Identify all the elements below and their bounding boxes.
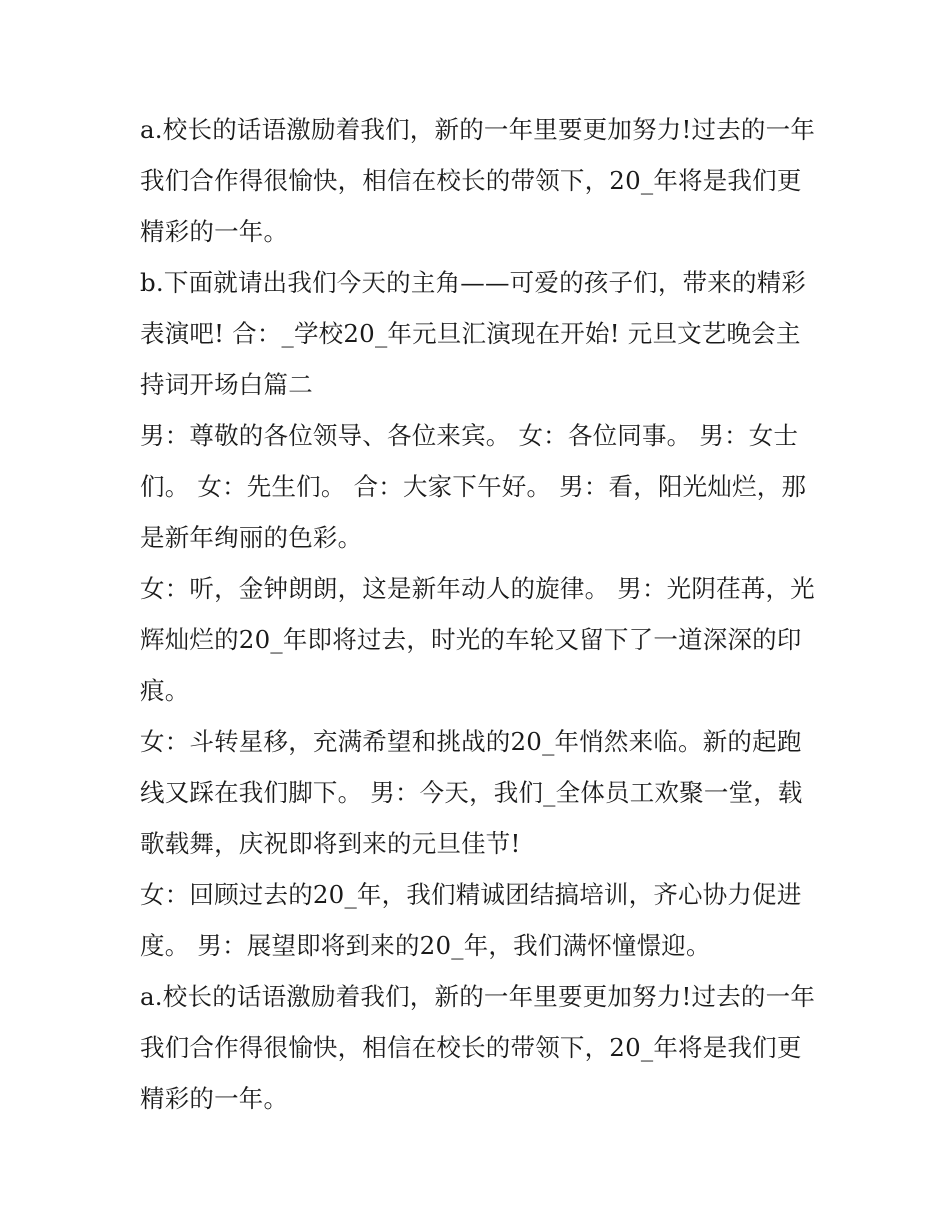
document-body (140, 104, 820, 1124)
paragraph-5: 女：斗转星移，充满希望和挑战的20_年悄然来临。新的起跑线又踩在我们脚下。 男：今天，我们_全体员工欢聚一堂，载歌载舞，庆祝即将到来的元旦佳节! (140, 727, 803, 858)
paragraph-4: 女：听，金钟朗朗，这是新年动人的旋律。 男：光阴荏苒，光辉灿烂的20_年即将过去，时光的车轮又留下了一道深深的印痕。 (140, 574, 815, 705)
paragraph-1: a.校长的话语激励着我们，新的一年里要更加努力!过去的一年我们合作得很愉快，相信在校长的带领下，20_年将是我们更精彩的一年。 (140, 115, 816, 246)
paragraph-7: a.校长的话语激励着我们，新的一年里要更加努力!过去的一年我们合作得很愉快，相信在校长的带领下，20_年将是我们更精彩的一年。 (140, 982, 816, 1113)
paragraph-3: 男：尊敬的各位领导、各位来宾。 女：各位同事。 男：女士们。 女：先生们。 合：大家下午好。 男：看，阳光灿烂，那是新年绚丽的色彩。 (140, 421, 807, 552)
paragraph-2: b.下面就请出我们今天的主角——可爱的孩子们，带来的精彩表演吧! 合：_学校20_年元旦汇演现在开始! 元旦文艺晚会主持词开场白篇二 (140, 268, 807, 399)
paragraph-6: 女：回顾过去的20_年，我们精诚团结搞培训，齐心协力促进度。 男：展望即将到来的20_年，我们满怀憧憬迎。 (140, 880, 802, 960)
